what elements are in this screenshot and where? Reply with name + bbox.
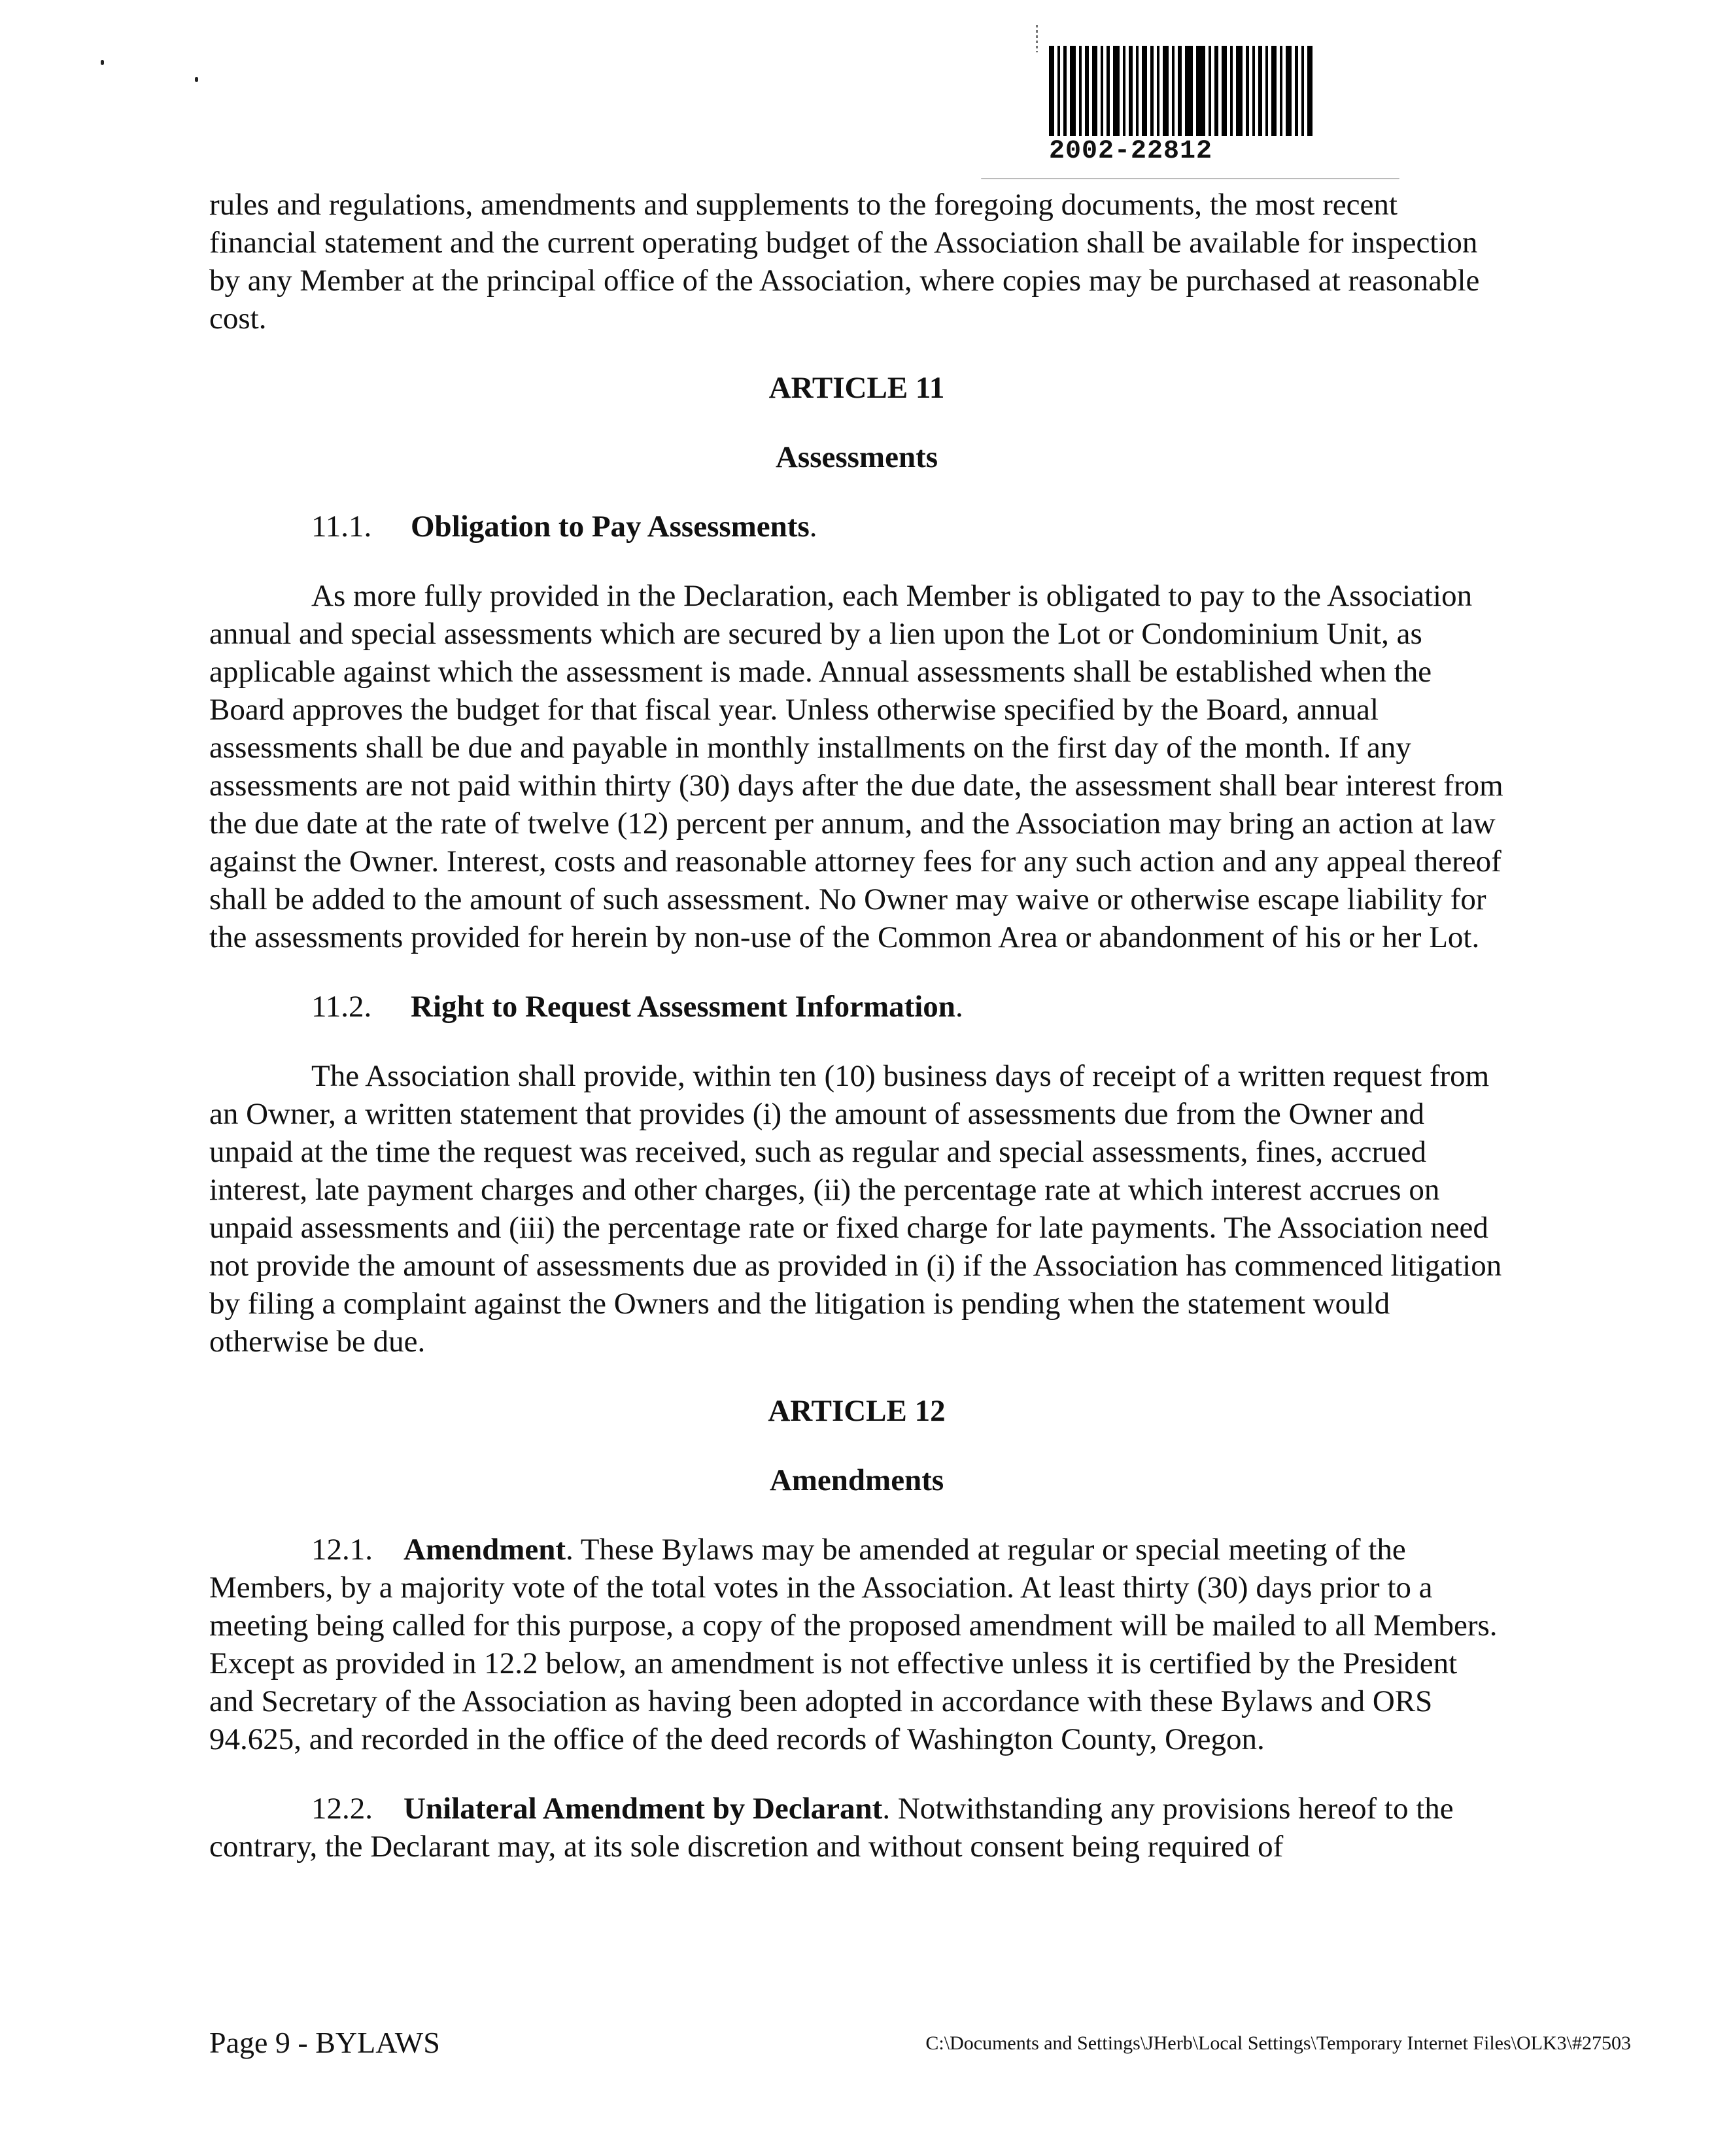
barcode-bars: [1049, 46, 1347, 136]
document-number: 2002-22812: [1049, 137, 1213, 166]
scan-speck: [101, 60, 104, 65]
section-number: 11.1.: [311, 510, 372, 544]
section-12-1-body: . These Bylaws may be amended at regular or special meeting of the Members, by a majority vote of the total votes in the Association. At least thirty (30) days prior to a meeting being called for this purpose, a copy of the proposed amendment will be mailed to all Members. Except as provided in 12.2 below, an amendment is not effective unless it is certified by the President and Secretary of the Association as having been adopted in accordance with these Bylaws and ORS 94.625, and recorded in the office of the deed records of Washington County, Oregon.: [209, 1533, 1498, 1756]
article-11-subtitle: Assessments: [775, 440, 938, 474]
recording-barcode: [1049, 46, 1347, 165]
article-12-subtitle: Amendments: [769, 1463, 944, 1497]
section-title: Unilateral Amendment by Declarant: [403, 1792, 883, 1826]
section-number: 11.2.: [311, 990, 372, 1024]
section-number: 12.2.: [311, 1792, 373, 1826]
page-label: Page 9 - BYLAWS: [209, 2026, 440, 2059]
intro-paragraph: rules and regulations, amendments and supplements to the foregoing documents, the most recent financial statement and the current operating budget of the Association shall be available for inspection by any Member at the principal office of the Association, where copies may be purchased at reasonable cost.: [209, 188, 1480, 336]
section-11-1-body: As more fully provided in the Declaration, each Member is obligated to pay to the Association annual and special assessments which are secured by a lien upon the Lot or Condominium Unit, as applicable against which the assessment is made. Annual assessments shall be established when the Board approves the budget for that fiscal year. Unless otherwise specified by the Board, annual assessments shall be due and payable in monthly installments on the first day of the month. If any assessments are not paid within thirty (30) days after the due date, the assessment shall bear interest from the due date at the rate of twelve (12) percent per annum, and the Association may bring an action at law against the Owner. Interest, costs and reasonable attorney fees for any such action and any appeal thereof shall be added to the amount of such assessment. No Owner may waive or otherwise escape liability for the assessments provided for herein by non-use of the Common Area or abandonment of his or her Lot.: [209, 579, 1503, 954]
barcode-underline: [981, 178, 1399, 179]
section-11-2-heading: [209, 988, 1504, 1026]
section-title-punct: .: [955, 990, 963, 1024]
section-title-punct: .: [809, 510, 817, 544]
section-title: Amendment: [403, 1533, 566, 1567]
article-12-title: ARTICLE 12: [768, 1394, 946, 1428]
file-path: C:\Documents and Settings\JHerb\Local Settings\Temporary Internet Files\OLK3\#27503: [925, 2032, 1631, 2054]
section-11-2-body: The Association shall provide, within ten (10) business days of receipt of a written request from an Owner, a written statement that provides (i) the amount of assessments due from the Owner and unpaid at the time the request was received, such as regular and special assessments, fines, accrued interest, late payment charges and other charges, (ii) the percentage rate at which interest accrues on unpaid assessments and (iii) the percentage rate or fixed charge for late payments. The Association need not provide the amount of assessments due as provided in (i) if the Association has commenced litigation by filing a complaint against the Owners and the litigation is pending when the statement would otherwise be due.: [209, 1059, 1502, 1359]
section-12-1: [209, 1531, 1504, 1758]
section-number: 12.1.: [311, 1533, 373, 1567]
section-12-2-body: . Notwithstanding any provisions hereof to the contrary, the Declarant may, at its sole discretion and without consent being required of: [209, 1792, 1454, 1864]
scan-artifact-line: [1036, 25, 1038, 52]
article-11-title: ARTICLE 11: [768, 371, 945, 405]
scan-speck: [195, 77, 198, 82]
section-title: Obligation to Pay Assessments: [411, 510, 810, 544]
section-12-2: [209, 1790, 1504, 1866]
section-title: Right to Request Assessment Information: [411, 990, 955, 1024]
section-11-1-heading: [209, 508, 1504, 546]
document-body: [209, 186, 1504, 1866]
